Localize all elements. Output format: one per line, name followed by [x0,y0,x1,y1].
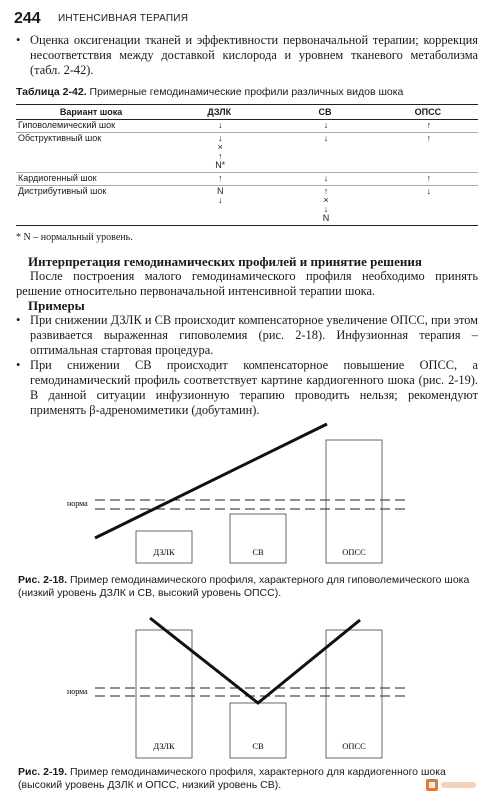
arrow-down-icon: ↓ [217,133,223,143]
cell-opss [378,120,478,133]
cross-icon: × [217,142,223,152]
figure-2-18-diagram [0,420,488,570]
bullet-dot-icon: • [16,33,21,47]
cell-dzlk [166,173,272,186]
bar-label-opss: ОПСС [342,741,366,751]
cell-opss [378,133,478,173]
table-header-row [16,105,478,120]
header-shock-type: Вариант шока [16,105,166,120]
examples-heading: Примеры [28,298,85,313]
table-caption-text: Примерные гемодинамические профили различных видов шока [89,86,404,98]
bar-opss [326,440,382,563]
bullet-dot-icon: • [16,358,21,372]
figure-2-19-caption [18,766,476,792]
table-footnote: * N – нормальный уровень. [16,232,133,243]
arrow-up-icon: ↑ [323,186,329,196]
table-row [16,173,478,186]
cell-opss [378,186,478,226]
normal-mark: N [216,186,224,196]
header-dzlk: ДЗЛК [166,105,272,120]
arrow-down-icon: ↓ [323,133,329,143]
figure-caption-label: Рис. 2-18. [18,574,68,586]
arrow-down-icon: ↓ [426,186,432,196]
row-name: Гиповолемический шок [16,120,166,133]
arrow-up-icon: ↑ [426,173,432,183]
arrow-down-icon: ↓ [217,120,223,130]
figure-caption-text: Пример гемодинамического профиля, характерного для гиповолемического шока (низкий уровень ДЗЛК и СВ, высокий уровень ОПСС). [18,574,470,599]
norm-label: норма [67,499,88,508]
row-name: Кардиогенный шок [16,173,166,186]
litres-logo-icon [426,778,478,792]
cell-dzlk [166,133,272,173]
v-trend-line [150,618,360,703]
row-name: Дистрибутивный шок [16,186,166,226]
list-item-text: При снижении ДЗЛК и СВ происходит компенсаторное увеличение ОПСС, при этом развивается выраженная гиповолемия (рис. 2-18). Инфузионная терапия – оптимальная стартовая процедура. [30,313,478,357]
bar-label-sv: СВ [252,547,264,557]
list-item-text: При снижении СВ происходит компенсаторное повышение ОПСС, а гемодинамический профиль соответствует картине кардиогенного шока (рис. 2-19). В данной ситуации инфузионную терапию проводить нельзя; рекомендуют применять β-адреномиметики (добутамин). [30,358,478,417]
figure-2-19-diagram [0,612,488,762]
normal-mark: N [322,213,330,223]
norm-label: норма [67,687,88,696]
section-paragraph: После построения малого гемодинамического профиля необходимо принять решение относительно первоначальной интенсивной терапии шока. [16,269,478,298]
section-heading: Интерпретация гемодинамических профилей и принятие решения [28,254,422,269]
bullet-dot-icon: • [16,313,21,327]
arrow-down-icon: ↓ [323,173,329,183]
hemodynamic-profiles-table [16,104,478,226]
arrow-up-icon: ↑ [426,133,432,143]
bar-label-dzlk: ДЗЛК [153,741,175,751]
row-name: Обструктивный шок [16,133,166,173]
bar-opss [326,630,382,758]
top-bullet [16,33,478,78]
arrow-down-icon: ↓ [323,204,329,214]
cell-dzlk [166,186,272,226]
bar-label-dzlk: ДЗЛК [153,547,175,557]
header-sv: СВ [272,105,378,120]
cell-opss [378,173,478,186]
bar-label-opss: ОПСС [342,547,366,557]
figure-2-18-caption [18,574,476,600]
arrow-down-icon: ↓ [323,120,329,130]
arrow-down-icon: ↓ [217,195,223,205]
top-bullet-text: Оценка оксигенации тканей и эффективности первоначальной терапии; коррекция несоответствия между доставкой кислорода и уровнем тканевого метаболизма (табл. 2-42). [30,33,478,77]
arrow-up-icon: ↑ [217,151,223,161]
list-item [16,313,478,358]
bar-dzlk [136,630,192,758]
cell-sv [272,186,378,226]
arrow-up-icon: ↑ [217,173,223,183]
figure-caption-text: Пример гемодинамического профиля, характерного для кардиогенного шока (высокий уровень ДЗЛК и ОПСС, низкий уровень СВ). [18,766,446,791]
running-title: ИНТЕНСИВНАЯ ТЕРАПИЯ [58,13,189,24]
table-row [16,120,478,133]
figure-caption-label: Рис. 2-19. [18,766,68,778]
table-row [16,133,478,173]
cell-sv [272,173,378,186]
cell-sv [272,133,378,173]
bar-label-sv: СВ [252,741,264,751]
page-number: 244 [14,10,41,27]
cell-dzlk [166,120,272,133]
normal-mark: N* [215,160,226,170]
cell-sv [272,120,378,133]
table-row [16,186,478,226]
trend-line [95,424,327,538]
table-caption-label: Таблица 2-42. [16,86,87,98]
header-opss: ОПСС [378,105,478,120]
arrow-up-icon: ↑ [426,120,432,130]
cross-icon: × [323,195,329,205]
table-caption [16,86,403,98]
examples-list [16,313,478,418]
list-item [16,358,478,418]
